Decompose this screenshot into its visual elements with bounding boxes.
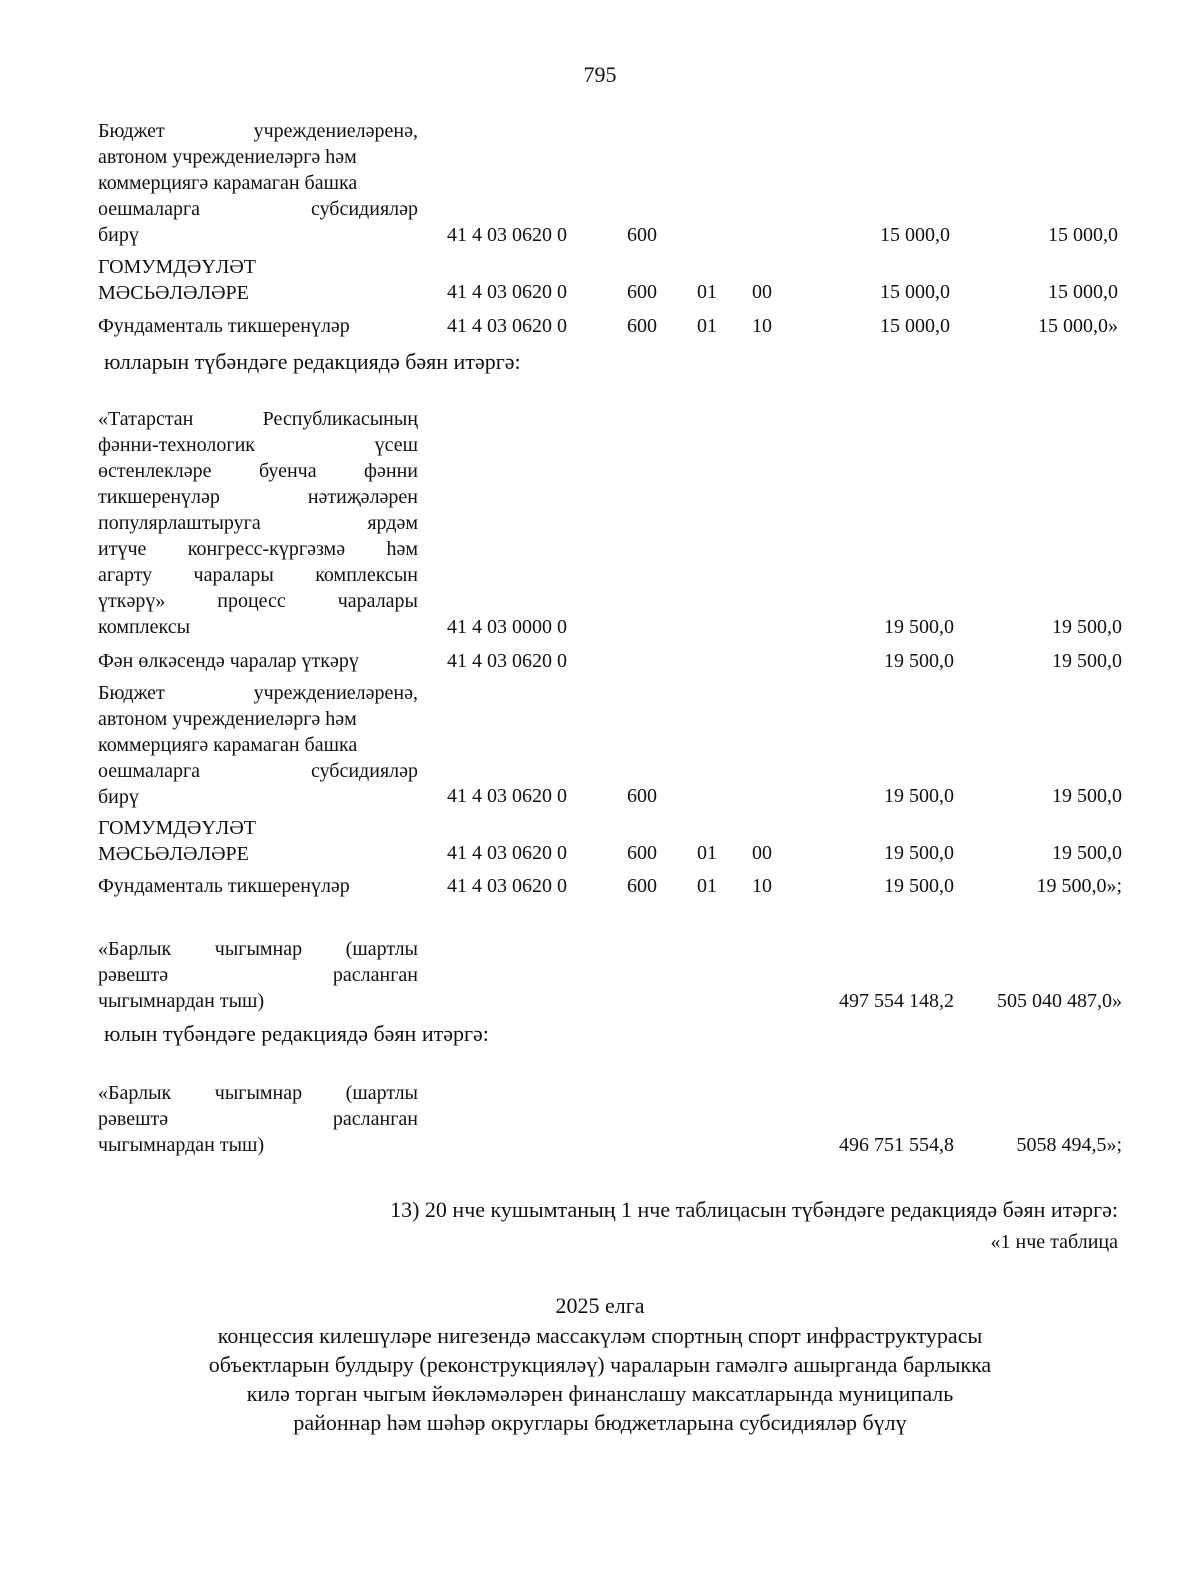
heading-year: 2025 елга [555, 1293, 645, 1318]
amount-col-2: 19 500,0 [1052, 842, 1122, 864]
amount-col-1: 19 500,0 [884, 616, 954, 638]
row-description: Фән өлкәсендә чаралар үткәрү [98, 650, 359, 672]
table-label: «1 нче таблица [990, 1231, 1118, 1253]
expense-type: 600 [627, 842, 657, 864]
amount-col-2: 19 500,0 [1052, 616, 1122, 638]
amount-col-1: 19 500,0 [884, 650, 954, 672]
amount-col-2: 505 040 487,0» [997, 990, 1122, 1012]
amount-col-2: 19 500,0 [1052, 650, 1122, 672]
amount-col-1: 19 500,0 [884, 785, 954, 807]
amount-col-2: 19 500,0»; [1036, 875, 1122, 897]
row-description: «Барлык чыгымнар (шартлы рәвештә расланган чыгымнардан тыш) [98, 1082, 418, 1156]
row-description: «Татарстан Республикасының фәнни-технологик үсеш өстенлекләре буенча фәнни тикшеренүләр нәтиҗәләрен популярлаштыруга ярдәм итүче конгресс-күргәзмә һәм агарту чаралары комплексын үткәрү» процесс чаралары комплексы [98, 408, 418, 638]
target-article-code: 41 4 03 0000 0 [447, 616, 567, 638]
target-article-code: 41 4 03 0620 0 [447, 785, 567, 807]
item-13-instruction: 13) 20 нче кушымтаның 1 нче таблицасын түбәндәге редакциядә бәян итәргә: [390, 1197, 1118, 1222]
expense-type: 600 [627, 315, 657, 337]
amount-col-1: 19 500,0 [884, 842, 954, 864]
target-article-code: 41 4 03 0620 0 [447, 650, 567, 672]
target-article-code: 41 4 03 0620 0 [447, 224, 567, 246]
target-article-code: 41 4 03 0620 0 [447, 842, 567, 864]
expense-type: 600 [627, 875, 657, 897]
row-description: ГОМУМДӘҮЛӘТ МӘСЬӘЛӘЛӘРЕ [98, 256, 256, 304]
amount-col-2: 15 000,0 [1048, 281, 1118, 303]
section-code: 01 [697, 875, 717, 897]
subsection-code: 00 [752, 281, 772, 303]
section-code: 01 [697, 315, 717, 337]
amount-col-1: 15 000,0 [880, 224, 950, 246]
amount-col-1: 15 000,0 [880, 315, 950, 337]
subsection-code: 00 [752, 842, 772, 864]
amount-col-1: 15 000,0 [880, 281, 950, 303]
expense-type: 600 [627, 224, 657, 246]
row-description: Фундаменталь тикшеренүләр [98, 315, 350, 337]
expense-type: 600 [627, 785, 657, 807]
amount-col-1: 496 751 554,8 [839, 1134, 954, 1156]
row-description: Бюджет учреждениеләренә, автоном учреждениеләргә һәм коммерциягә карамаган башка оешмаларга субсидияләр бирү [98, 120, 418, 246]
heading-line: концессия килешүләре нигезендә массакүләм спортның спорт инфраструктурасы [217, 1323, 983, 1348]
target-article-code: 41 4 03 0620 0 [447, 281, 567, 303]
row-description: ГОМУМДӘҮЛӘТ МӘСЬӘЛӘЛӘРЕ [98, 817, 256, 865]
section-code: 01 [697, 842, 717, 864]
page-number: 795 [583, 62, 617, 87]
heading-line: килә торган чыгым йөкләмәләрен финанслашу максатларында муниципаль [246, 1381, 954, 1406]
subsection-code: 10 [752, 875, 772, 897]
row-description: Бюджет учреждениеләренә, автоном учреждениеләргә һәм коммерциягә карамаган башка оешмаларга субсидияләр бирү [98, 682, 418, 808]
heading-line: районнар һәм шәһәр округлары бюджетларына субсидияләр бүлү [293, 1410, 907, 1435]
instruction-phrase: юлларын түбәндәге редакциядә бәян итәргә: [104, 349, 521, 374]
amount-col-1: 497 554 148,2 [839, 990, 954, 1012]
amount-col-2: 15 000,0 [1048, 224, 1118, 246]
amount-col-1: 19 500,0 [884, 875, 954, 897]
expense-type: 600 [627, 281, 657, 303]
heading-line: объектларын булдыру (реконструкцияләү) чараларын гамәлгә ашырганда барлыкка [208, 1352, 992, 1377]
target-article-code: 41 4 03 0620 0 [447, 315, 567, 337]
amount-col-2: 15 000,0» [1038, 315, 1118, 337]
target-article-code: 41 4 03 0620 0 [447, 875, 567, 897]
section-code: 01 [697, 281, 717, 303]
row-description: Фундаменталь тикшеренүләр [98, 875, 350, 897]
row-description: «Барлык чыгымнар (шартлы рәвештә расланган чыгымнардан тыш) [98, 938, 418, 1012]
amount-col-2: 19 500,0 [1052, 785, 1122, 807]
subsection-code: 10 [752, 315, 772, 337]
instruction-phrase: юлын түбәндәге редакциядә бәян итәргә: [104, 1021, 489, 1046]
amount-col-2: 5058 494,5»; [1016, 1134, 1122, 1156]
